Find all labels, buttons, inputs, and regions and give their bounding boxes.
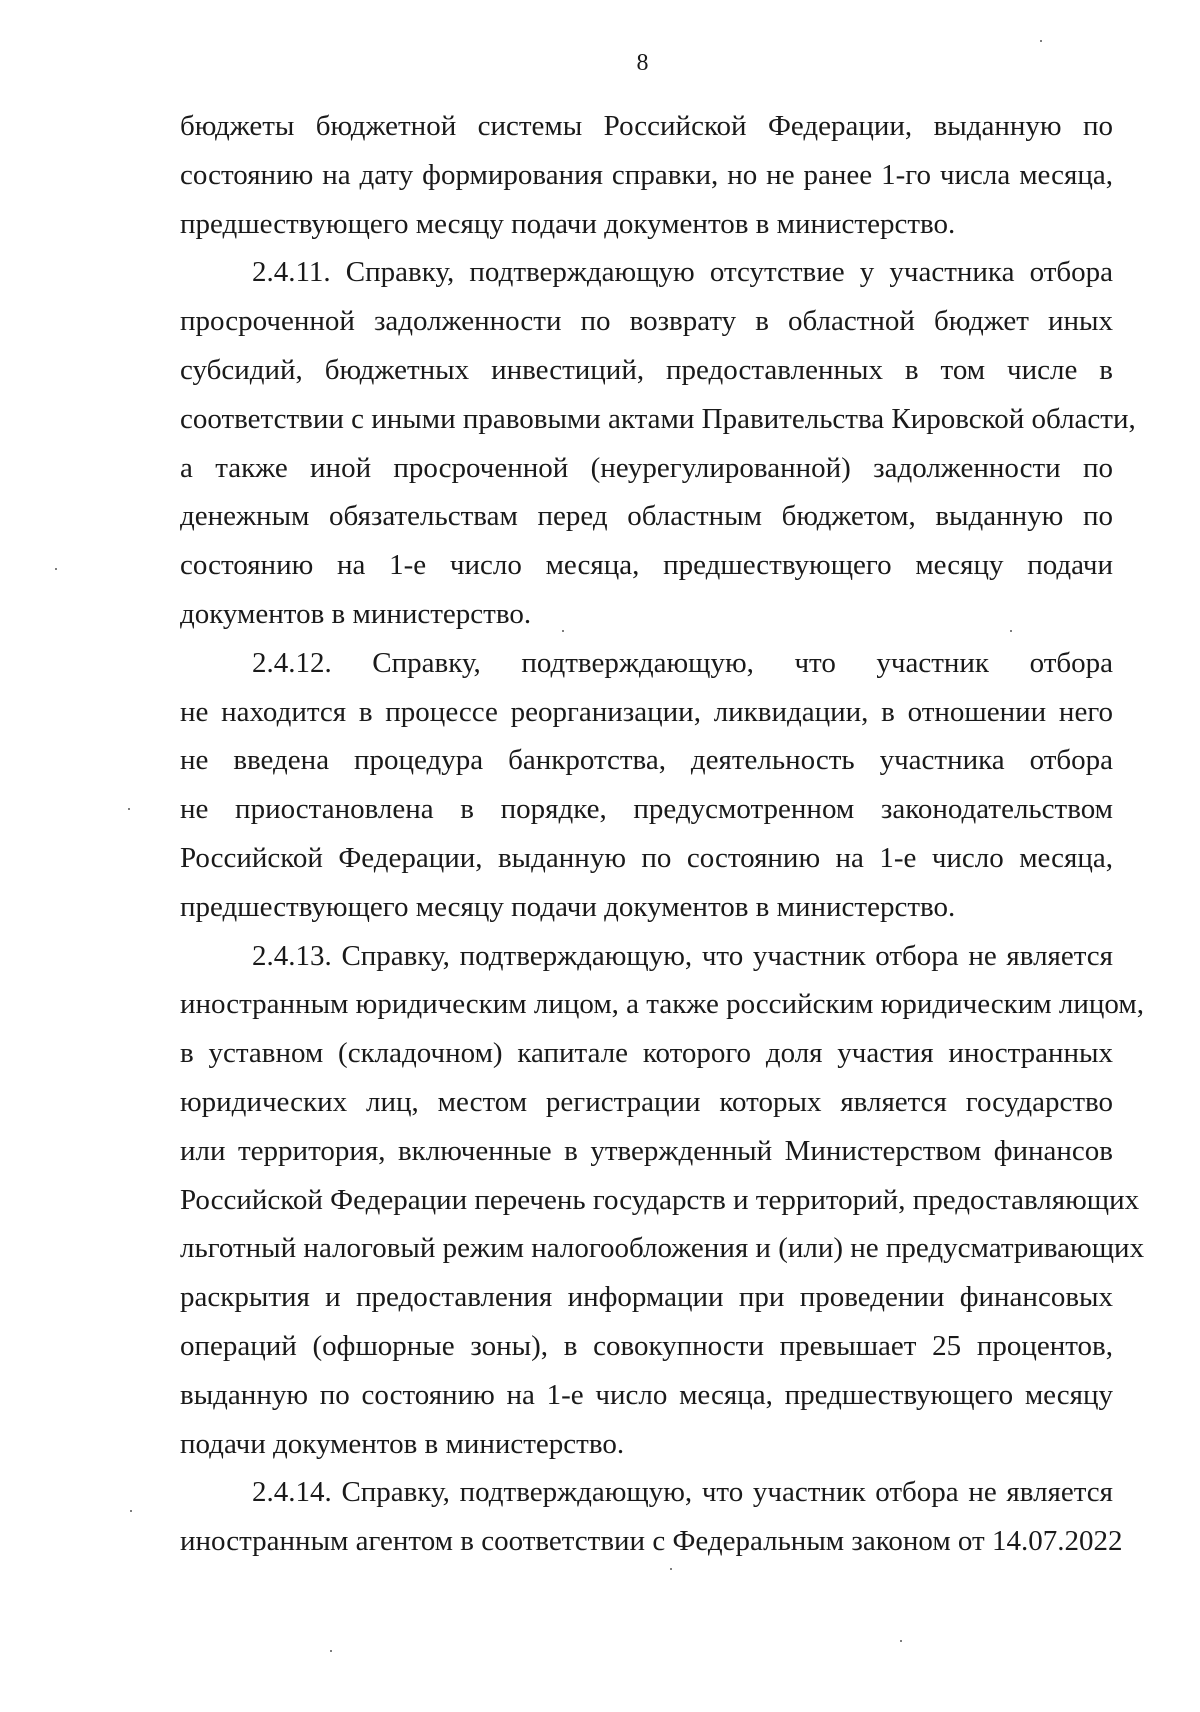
text-line: 2.4.11. Справку, подтверждающую отсутствие у участника отбора: [252, 256, 1113, 289]
text-line: Российской Федерации перечень государств и территорий, предоставляющих: [180, 1183, 1140, 1216]
text-line: иностранным агентом в соответствии с Федеральным законом от 14.07.2022: [180, 1525, 1123, 1558]
text-line: выданную по состоянию на 1-е число месяца, предшествующего месяцу: [180, 1378, 1113, 1411]
text-line: иностранным юридическим лицом, а также российским юридическим лицом,: [180, 988, 1144, 1021]
text-line: подачи документов в министерство.: [180, 1427, 625, 1460]
text-line: 2.4.12. Справку, подтверждающую, что участник отбора: [252, 646, 1113, 679]
text-line: предшествующего месяцу подачи документов в министерство.: [180, 207, 956, 240]
paragraph-2-4-13: [180, 932, 1145, 1469]
scan-speck: [130, 1510, 132, 1512]
paragraph-continued: [180, 102, 1113, 248]
text-line: а также иной просроченной (неурегулированной) задолженности по: [180, 451, 1113, 484]
text-line: в уставном (складочном) капитале которого доля участия иностранных: [180, 1037, 1113, 1070]
text-line: или территория, включенные в утвержденный Министерством финансов: [180, 1134, 1113, 1167]
text-line: не приостановлена в порядке, предусмотренном законодательством: [180, 793, 1113, 826]
text-line: соответствии с иными правовыми актами Правительства Кировской области,: [180, 402, 1136, 435]
scan-speck: [900, 1640, 902, 1642]
text-line: просроченной задолженности по возврату в областной бюджет иных: [180, 305, 1113, 338]
text-line: раскрытия и предоставления информации при проведении финансовых: [180, 1281, 1113, 1314]
scan-speck: [1010, 630, 1012, 632]
text-line: не находится в процессе реорганизации, ликвидации, в отношении него: [180, 695, 1113, 728]
text-line: предшествующего месяцу подачи документов в министерство.: [180, 890, 956, 923]
text-line: состоянию на дату формирования справки, но не ранее 1-го числа месяца,: [180, 158, 1113, 191]
scan-speck: [128, 808, 130, 810]
paragraph-2-4-11: [180, 248, 1136, 638]
scan-speck: [330, 1650, 332, 1652]
text-line: не введена процедура банкротства, деятельность участника отбора: [180, 744, 1113, 777]
scan-speck: [1040, 40, 1042, 42]
text-line: документов в министерство.: [180, 597, 532, 630]
text-line: Российской Федерации, выданную по состоянию на 1-е число месяца,: [180, 841, 1113, 874]
page-number: 8: [636, 50, 649, 76]
document-body: [180, 102, 1145, 1566]
paragraph-2-4-14: [180, 1468, 1123, 1566]
scan-speck: [670, 1568, 672, 1570]
text-line: 2.4.13. Справку, подтверждающую, что участник отбора не является: [252, 939, 1113, 972]
text-line: 2.4.14. Справку, подтверждающую, что участник отбора не является: [252, 1476, 1113, 1509]
text-line: операций (офшорные зоны), в совокупности превышает 25 процентов,: [180, 1329, 1113, 1362]
text-line: субсидий, бюджетных инвестиций, предоставленных в том числе в: [180, 353, 1113, 386]
scan-speck: [562, 630, 564, 632]
text-line: состоянию на 1-е число месяца, предшествующего месяцу подачи: [180, 549, 1113, 582]
text-line: юридических лиц, местом регистрации которых является государство: [180, 1085, 1113, 1118]
scan-speck: [55, 568, 57, 570]
text-line: бюджеты бюджетной системы Российской Федерации, выданную по: [180, 110, 1113, 142]
text-line: льготный налоговый режим налогообложения и (или) не предусматривающих: [180, 1232, 1145, 1265]
text-line: денежным обязательствам перед областным бюджетом, выданную по: [180, 500, 1113, 533]
paragraph-2-4-12: [180, 639, 1113, 932]
